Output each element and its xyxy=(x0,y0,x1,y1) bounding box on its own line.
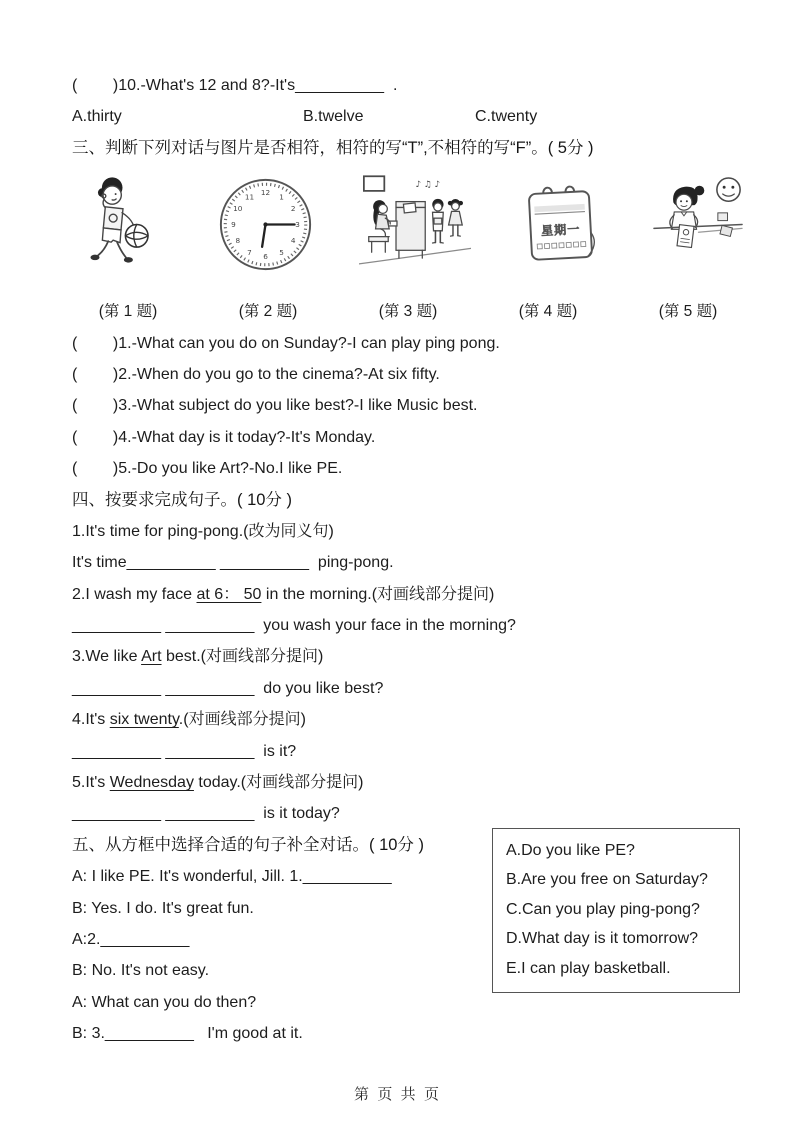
piano-lesson-illustration xyxy=(359,170,471,278)
dialogue-line-6: B: 3.__________ I'm good at it. xyxy=(72,1025,303,1043)
section5 xyxy=(72,830,744,1050)
svg-text:11: 11 xyxy=(244,192,254,202)
s4-q3-underlined: Art xyxy=(141,648,162,666)
figure-labels xyxy=(72,296,744,327)
singing-boy-legs xyxy=(435,231,440,243)
pianist-face xyxy=(378,205,387,214)
s4-a2-blank: __________ __________ you wash your face in the morning? xyxy=(72,617,516,635)
calendar-day-text: 星期一 xyxy=(541,222,581,239)
svg-text:2: 2 xyxy=(290,203,296,213)
music-sheet xyxy=(403,203,416,213)
girl-eye-left xyxy=(680,200,682,202)
sentence-choice-box xyxy=(492,828,740,994)
s4-a3-blank: __________ __________ do you like best? xyxy=(72,679,384,697)
choice-option-a: A.Do you like PE? xyxy=(506,841,635,859)
exam-page-content xyxy=(72,70,744,1050)
s4-q4-text: 4.It's xyxy=(72,711,110,729)
blackboard xyxy=(363,176,383,191)
s4-q2-underlined: at 6： 50 xyxy=(196,585,262,603)
piano-bench xyxy=(368,237,387,242)
svg-text:4: 4 xyxy=(290,235,296,245)
q10-option-c: C.twenty xyxy=(475,108,538,126)
choice-option-e: E.I can play basketball. xyxy=(506,959,671,977)
bench-legs xyxy=(371,242,385,253)
girl-face xyxy=(676,194,692,210)
boy-arm-ball xyxy=(122,213,134,226)
singing-boy-book xyxy=(433,218,441,224)
boy-eye xyxy=(115,193,117,195)
smiley-face-icon xyxy=(717,178,740,201)
section4-heading: 四、按要求完成句子。( 10分 ) xyxy=(72,490,293,509)
stamp-card xyxy=(677,225,694,248)
dialogue-line-4: B: No. It's not easy. xyxy=(72,962,210,980)
boy-shorts xyxy=(102,228,121,243)
stamp-two xyxy=(720,226,732,237)
music-notes: ♪ ♫ ♪ xyxy=(414,180,440,191)
s4-q2 xyxy=(72,579,744,610)
girl-ponytail xyxy=(695,186,705,196)
singing-girl-dress xyxy=(448,212,462,226)
choice-option-d: D.What day is it tomorrow? xyxy=(506,930,699,948)
tf-item-3: ( )3.-What subject do you like best?-I like Music best. xyxy=(72,397,478,415)
s4-q5 xyxy=(72,767,744,798)
dialogue-line-2: B: Yes. I do. It's great fun. xyxy=(72,899,254,917)
tf-item-4: ( )4.-What day is it today?-It's Monday. xyxy=(72,428,376,446)
boy-jersey xyxy=(103,207,123,230)
s4-a5-blank: __________ __________ is it today? xyxy=(72,805,340,823)
pianist-legs xyxy=(380,229,389,237)
figure-label-5: (第 5 题) xyxy=(658,303,718,321)
s4-q2-tail: in the morning.(对画线部分提问) xyxy=(261,585,495,603)
s4-q2-text: 2.I wash my face xyxy=(72,585,197,603)
s4-q1 xyxy=(72,516,744,547)
pianist-body xyxy=(375,214,389,229)
q10-options xyxy=(72,101,744,132)
boy-leg-left xyxy=(98,241,108,255)
svg-text:9: 9 xyxy=(230,219,236,229)
clock-illustration xyxy=(217,176,314,273)
figure-label-2: (第 2 题) xyxy=(238,303,298,321)
svg-text:3: 3 xyxy=(294,219,300,229)
tf-item-2: ( )2.-When do you go to the cinema?-At six fifty. xyxy=(72,365,440,383)
s4-q4-underlined: six twenty xyxy=(109,711,179,729)
q10-question: ( )10.-What's 12 and 8?-It's__________ . xyxy=(72,77,398,94)
girl-eye-right xyxy=(686,200,688,202)
q10-option-b: B.twelve xyxy=(303,108,364,126)
tf-item-5: ( )5.-Do you like Art?-No.I like PE. xyxy=(72,460,343,478)
choice-option-b: B.Are you free on Saturday? xyxy=(506,871,708,889)
clock-center xyxy=(263,222,267,226)
section3-figures xyxy=(72,168,744,280)
s4-q3-tail: best.(对画线部分提问) xyxy=(161,648,324,666)
svg-text:6: 6 xyxy=(262,251,268,261)
svg-text:8: 8 xyxy=(235,235,240,245)
s4-q4-tail: .(对画线部分提问) xyxy=(178,711,306,729)
boy-shoe-right xyxy=(124,257,133,262)
section3-heading: 三、判断下列对话与图片是否相符，相符的写“T”,不相符的写“F”。( 5分 ) xyxy=(72,138,594,157)
figure-label-3: (第 3 题) xyxy=(378,303,438,321)
svg-text:7: 7 xyxy=(246,247,252,257)
svg-text:10: 10 xyxy=(232,203,243,213)
svg-text:5: 5 xyxy=(278,247,284,257)
figure-label-1: (第 1 题) xyxy=(98,303,158,321)
s4-a4-blank: __________ __________ is it? xyxy=(72,742,297,760)
s4-q5-underlined: Wednesday xyxy=(109,774,194,792)
dialogue-line-1: A: I like PE. It's wonderful, Jill. 1.__________ xyxy=(72,868,392,886)
singing-girl-face xyxy=(451,203,459,211)
figure-piano-lesson xyxy=(359,170,471,278)
girl-stamps-illustration xyxy=(652,173,744,275)
smiley-eye-left xyxy=(723,186,726,189)
svg-text:1: 1 xyxy=(278,192,284,202)
s4-q5-tail: today.(对画线部分提问) xyxy=(193,774,364,792)
s4-q3 xyxy=(72,641,744,672)
tf-item-1: ( )1.-What can you do on Sunday?-I can play ping pong. xyxy=(72,334,500,352)
choice-option-c: C.Can you play ping-pong? xyxy=(506,900,700,918)
basketball-boy-illustration xyxy=(72,170,172,278)
calendar-illustration xyxy=(515,178,607,270)
figure-label-4: (第 4 题) xyxy=(518,303,578,321)
figure-girl-stamps xyxy=(652,173,744,275)
section5-heading: 五、从方框中选择合适的句子补全对话。( 10分 ) xyxy=(72,835,425,854)
s4-a1-blank: It's time__________ __________ ping-pong. xyxy=(72,554,394,572)
page-footer: 第 页 共 页 xyxy=(353,1086,439,1103)
smiley-eye-right xyxy=(731,186,734,189)
dialogue-line-3: A:2.__________ xyxy=(72,930,190,948)
s4-q3-text: 3.We like xyxy=(72,648,142,666)
singing-boy-face xyxy=(433,203,441,211)
stamp-one xyxy=(718,213,728,221)
q10-option-a: A.thirty xyxy=(72,108,122,126)
figure-calendar-monday xyxy=(515,178,607,270)
figure-basketball-boy xyxy=(72,170,172,278)
svg-text:12: 12 xyxy=(260,187,270,197)
s4-q4 xyxy=(72,704,744,735)
figure-clock xyxy=(217,176,314,273)
dialogue-line-5: A: What can you do then? xyxy=(72,993,257,1011)
singing-girl-legs xyxy=(452,225,457,236)
boy-shoe-left xyxy=(90,255,99,260)
boy-leg-right xyxy=(117,242,126,257)
s4-q5-text: 5.It's xyxy=(72,774,110,792)
basketball xyxy=(125,225,148,248)
s4-q1-text: 1.It's time for ping-pong.(改为同义句) xyxy=(72,522,334,540)
